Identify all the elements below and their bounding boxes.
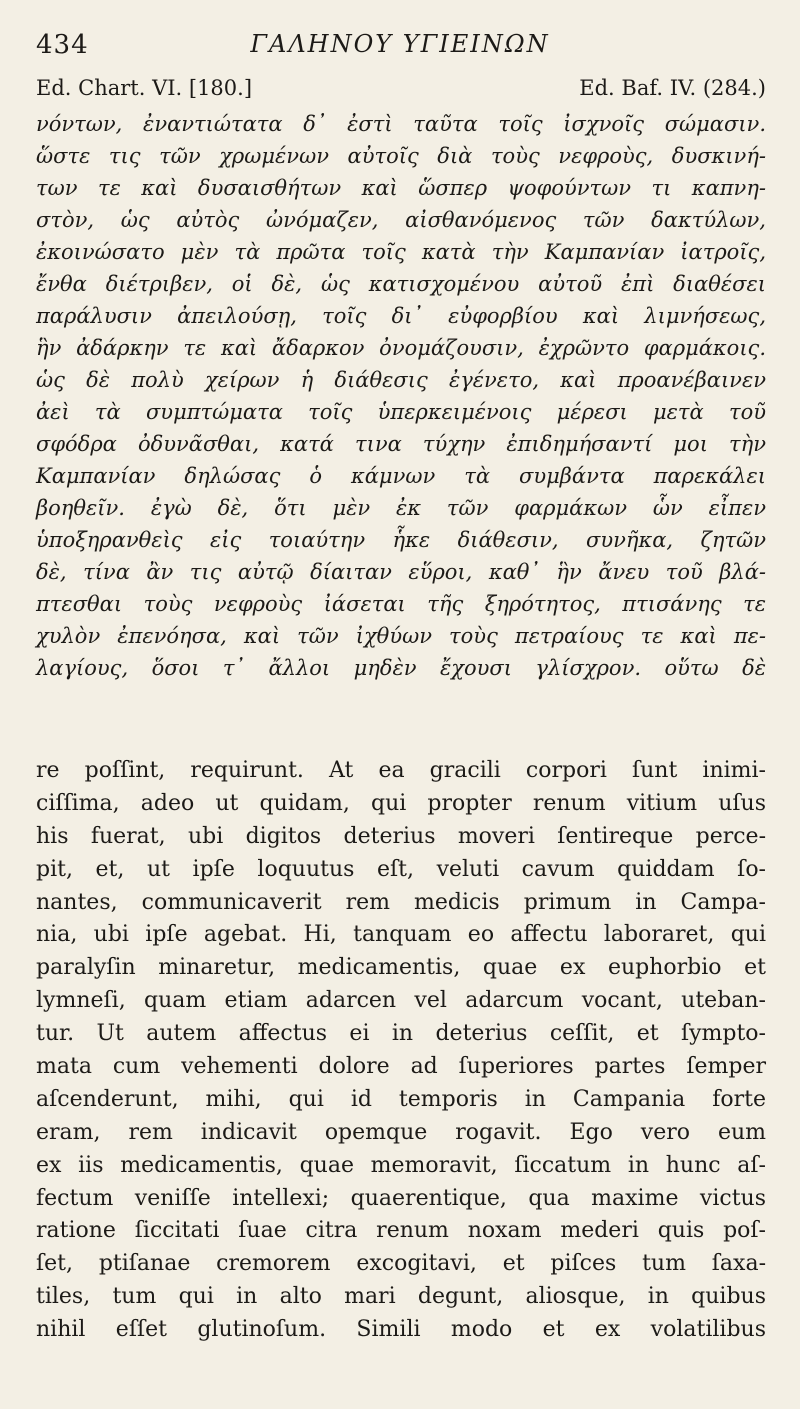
latin-line: pit, et, ut ipſe loquutus eſt, veluti cavum quiddam ſo-: [36, 856, 766, 882]
latin-line: paralyſin minaretur, medicamentis, quae ex euphorbio et: [36, 955, 766, 981]
greek-line: των τε καὶ δυσαισθήτων καὶ ὥσπερ ψοφούντων τι καπνη-: [36, 176, 766, 200]
greek-text-block: [36, 108, 766, 684]
latin-line: nantes, communicaverit rem medicis primum in Campa-: [36, 889, 766, 915]
greek-line: πτεσθαι τοὺς νεφροὺς ἰάσεται τῆς ξηρότητος, πτισάνης τε: [36, 592, 766, 616]
greek-line: παράλυσιν ἀπειλούσῃ, τοῖς δι᾽ εὐφορβίου καὶ λιμνήσεως,: [36, 304, 766, 328]
greek-line: βοηθεῖν. ἐγὼ δὲ, ὅτι μὲν ἐκ τῶν φαρμάκων ὧν εἶπεν: [36, 496, 766, 520]
edition-reference-chartier: Ed. Chart. VI. [180.]: [36, 76, 253, 100]
page-number: 434: [36, 30, 89, 60]
greek-line: στὸν, ὡς αὐτὸς ὠνόμαζεν, αἰσθανόμενος τῶν δακτύλων,: [36, 208, 766, 232]
latin-line: nihil eſſet glutinoſum. Simili modo et ex volatilibus: [36, 1317, 766, 1343]
edition-reference-basel: Ed. Baf. IV. (284.): [579, 76, 766, 100]
latin-line: ex iis medicamentis, quae memoravit, ſiccatum in hunc aſ-: [36, 1152, 766, 1178]
latin-line: fectum veniſſe intellexi; quaerentique, qua maxime victus: [36, 1185, 766, 1211]
latin-line: eram, rem indicavit opemque rogavit. Ego vero eum: [36, 1119, 766, 1145]
latin-line: his fuerat, ubi digitos deterius moveri ſentireque perce-: [36, 823, 766, 849]
latin-line: aſcenderunt, mihi, qui id temporis in Campania forte: [36, 1086, 766, 1112]
greek-line: νόντων, ἐναντιώτατα δ᾽ ἐστὶ ταῦτα τοῖς ἰσχνοῖς σώμασιν.: [36, 112, 766, 136]
latin-line: ciſſima, adeo ut quidam, qui propter renum vitium uſus: [36, 790, 766, 816]
greek-line: ἐκοινώσατο μὲν τὰ πρῶτα τοῖς κατὰ τὴν Καμπανίαν ἰατροῖς,: [36, 240, 766, 264]
greek-line: δὲ, τίνα ἂν τις αὐτῷ δίαιταν εὕροι, καθ᾽ ἣν ἄνευ τοῦ βλά-: [36, 560, 766, 584]
greek-line: ὑποξηρανθεὶς εἰς τοιαύτην ἧκε διάθεσιν, συνῆκα, ζητῶν: [36, 528, 766, 552]
latin-line: nia, ubi ipſe agebat. Hi, tanquam eo affectu laboraret, qui: [36, 922, 766, 948]
greek-line: ὥστε τις τῶν χρωμένων αὐτοῖς διὰ τοὺς νεφροὺς, δυσκινή-: [36, 144, 766, 168]
latin-line: ratione ſiccitati ſuae citra renum noxam mederi quis poſ-: [36, 1218, 766, 1244]
greek-line: ἀεὶ τὰ συμπτώματα τοῖς ὑπερκειμένοις μέρεσι μετὰ τοῦ: [36, 400, 766, 424]
running-title: ΓΑΛΗΝΟΥ ΥΓΙΕΙΝΩΝ: [250, 30, 550, 58]
greek-line: σφόδρα ὀδυνᾶσθαι, κατά τινα τύχην ἐπιδημήσαντί μοι τὴν: [36, 432, 766, 456]
latin-line: tiles, tum qui in alto mari degunt, aliosque, in quibus: [36, 1284, 766, 1310]
greek-line: ἔνθα διέτριβεν, οἱ δὲ, ὡς κατισχομένου αὐτοῦ ἐπὶ διαθέσει: [36, 272, 766, 296]
greek-line: χυλὸν ἐπενόησα, καὶ τῶν ἰχθύων τοὺς πετραίους τε καὶ πε-: [36, 624, 766, 648]
latin-text-block: [36, 755, 766, 1347]
latin-line: mata cum vehementi dolore ad ſuperiores partes ſemper: [36, 1054, 766, 1080]
latin-line: ſet, ptiſanae cremorem excogitavi, et piſces tum ſaxa-: [36, 1251, 766, 1277]
latin-line: re poſſint, requirunt. At ea gracili corpori ſunt inimi-: [36, 758, 766, 783]
latin-line: lymneſi, quam etiam adarcen vel adarcum vocant, uteban-: [36, 988, 766, 1014]
latin-line: tur. Ut autem affectus ei in deterius ceſſit, et ſympto-: [36, 1021, 766, 1047]
greek-line: ὡς δὲ πολὺ χείρων ἡ διάθεσις ἐγένετο, καὶ προανέβαινεν: [36, 368, 766, 392]
greek-line: Καμπανίαν δηλώσας ὁ κάμνων τὰ συμβάντα παρεκάλει: [36, 464, 766, 488]
greek-line: ἣν ἀδάρκην τε καὶ ἄδαρκον ὀνομάζουσιν, ἐχρῶντο φαρμάκοις.: [36, 336, 766, 360]
greek-line: λαγίους, ὅσοι τ᾽ ἄλλοι μηδὲν ἔχουσι γλίσχρον. οὕτω δὲ: [36, 656, 766, 680]
